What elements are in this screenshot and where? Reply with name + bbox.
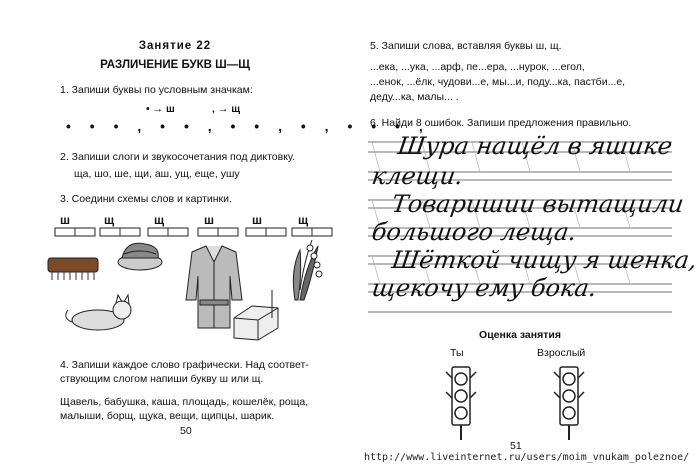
traffic-light-you-icon[interactable] [446, 367, 476, 440]
task-3-text: 3. Соедини схемы слов и картинки. [60, 193, 232, 205]
task-1-text: 1. Запиши буквы по условным значкам: [60, 84, 253, 96]
task-5-text: 5. Запиши слова, вставляя буквы ш, щ. [370, 40, 562, 52]
task-4-words-2: малыши, борщ, щука, вещи, щипцы, шарик. [60, 410, 275, 422]
dots-row: • • • , • • , • • , • , • • • , [66, 118, 431, 134]
scheme-letter: щ [104, 213, 115, 227]
handwriting-line-6: щекочу ему бока. [370, 274, 599, 302]
rating-title: Оценка занятия [479, 329, 561, 341]
rating-adult-label: Взрослый [537, 347, 586, 359]
page-number-left: 50 [180, 425, 192, 437]
scheme-letter: ш [60, 213, 71, 227]
task-6-text: 6. Найди 8 ошибок. Запиши предложения правильно. [370, 117, 632, 129]
handwriting-line-4: большого леща. [370, 218, 579, 246]
task-4-text-2: ствующим слогом напиши букву ш или щ. [60, 373, 264, 385]
scheme-letter: щ [298, 213, 309, 227]
handwriting-line-5: Шёткой чищу я шенка, [390, 246, 699, 274]
traffic-light-adult-icon[interactable] [554, 367, 584, 440]
lesson-title: РАЗЛИЧЕНИЕ БУКВ Ш—Щ [100, 59, 250, 71]
handwriting-line-3: Товаришии вытащили [390, 190, 686, 218]
rating-you-label: Ты [450, 347, 464, 359]
task-4-text-1: 4. Запиши каждое слово графически. Над соответ- [60, 359, 309, 371]
task-2-text: 2. Запиши слоги и звукосочетания под диктовку. [60, 151, 296, 163]
task-4-words-1: Щавель, бабушка, каша, площадь, кошелёк, роща, [60, 396, 309, 408]
scheme-letter: ш [252, 213, 263, 227]
lesson-number: Занятие 22 [138, 40, 212, 52]
page-number-right: 51 [510, 440, 522, 452]
task-2-syllables: ща, шо, ше, щи, аш, ущ, еще, ушу [74, 168, 240, 180]
task-5-line-3: деду...ка, малы... . [370, 91, 459, 103]
scheme-letter: ш [204, 213, 215, 227]
task-5-line-1: ...ека, ...ука, ...арф, пе...ера, ...нурок, ...егол, [370, 61, 585, 73]
handwriting-line-1: Шура нащёл в яшике [396, 132, 675, 160]
legend-dot-sh: • → ш [146, 103, 175, 115]
scheme-letter: щ [154, 213, 165, 227]
legend-comma-shch: , → щ [212, 103, 241, 115]
handwriting-line-2: клещи. [370, 162, 465, 190]
task-5-line-2: ...енок, ...ёлк, чудови...е, мы...и, поду...ка, пастби...е, [370, 76, 626, 88]
watermark-url[interactable]: http://www.liveinternet.ru/users/moim_vnukam_poleznoe/ [364, 452, 690, 463]
